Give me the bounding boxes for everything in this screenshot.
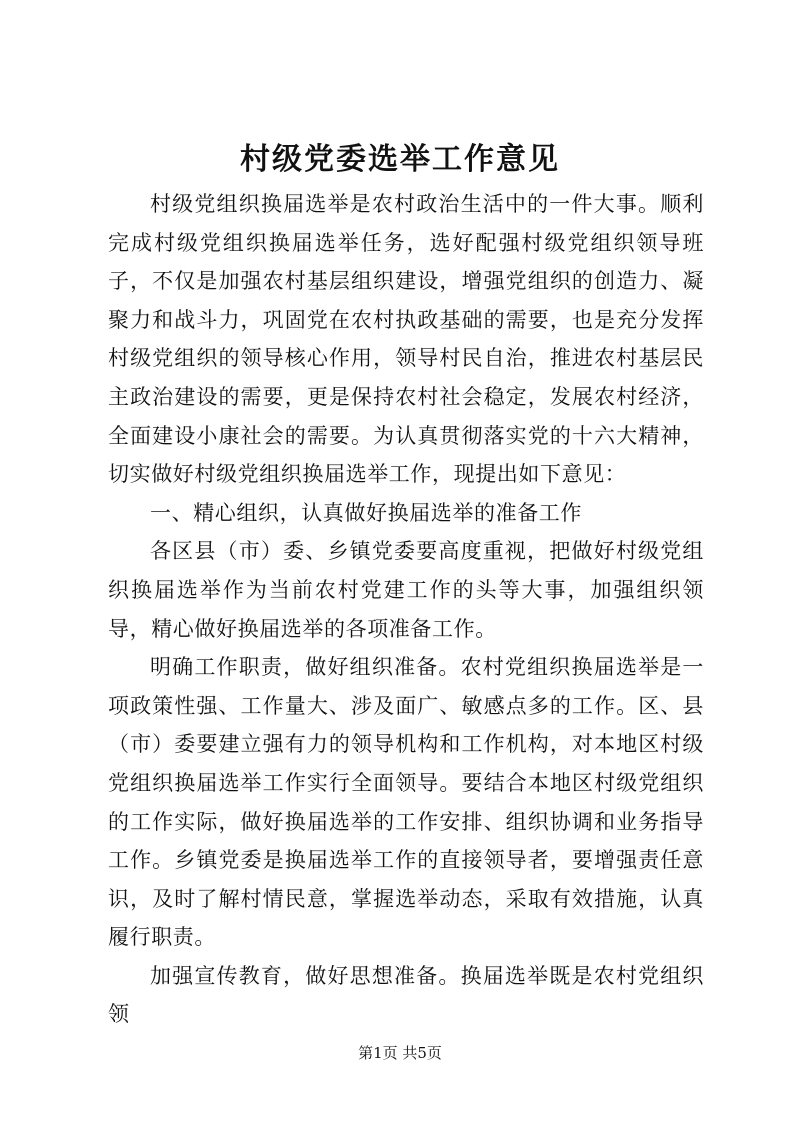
document-title: 村级党委选举工作意见 [240,142,560,177]
section-1-paragraph-2: 明确工作职责，做好组织准备。农村党组织换届选举是一项政策性强、工作量大、涉及面广、敏感点多的工作。区、县（市）委要建立强有力的领导机构和工作机构，对本地区村级党组织换届选举工作实行全面领导。要结合本地区村级党组织的工作实际，做好换届选举的工作安排、组织协调和业务指导工作。乡镇党委是换届选举工作的直接领导者，要增强责任意识，及时了解村情民意，掌握选举动态，采取有效措施，认真履行职责。 [108,655,704,950]
page-footer: 第1页 共5页 [358,1044,442,1062]
section-1-paragraph-3: 加强宣传教育，做好思想准备。换届选举既是农村党组织领 [108,963,704,1027]
intro-paragraph: 村级党组织换届选举是农村政治生活中的一件大事。顺利完成村级党组织换届选举任务，选好配强村级党组织领导班子，不仅是加强农村基层组织建设，增强党组织的创造力、凝聚力和战斗力，巩固党在农村执政基础的需要，也是充分发挥村级党组织的领导核心作用，领导村民自治，推进农村基层民主政治建设的需要，更是保持农村社会稳定，发展农村经济，全面建设小康社会的需要。为认真贯彻落实党的十六大精神，切实做好村级党组织换届选举工作，现提出如下意见： [108,192,704,487]
section-heading-1: 一、精心组织，认真做好换届选举的准备工作 [150,500,582,525]
document-body [108,185,704,1034]
section-1-paragraph-1: 各区县（市）委、乡镇党委要高度重视，把做好村级党组织换届选举作为当前农村党建工作的头等大事，加强组织领导，精心做好换届选举的各项准备工作。 [108,539,704,641]
